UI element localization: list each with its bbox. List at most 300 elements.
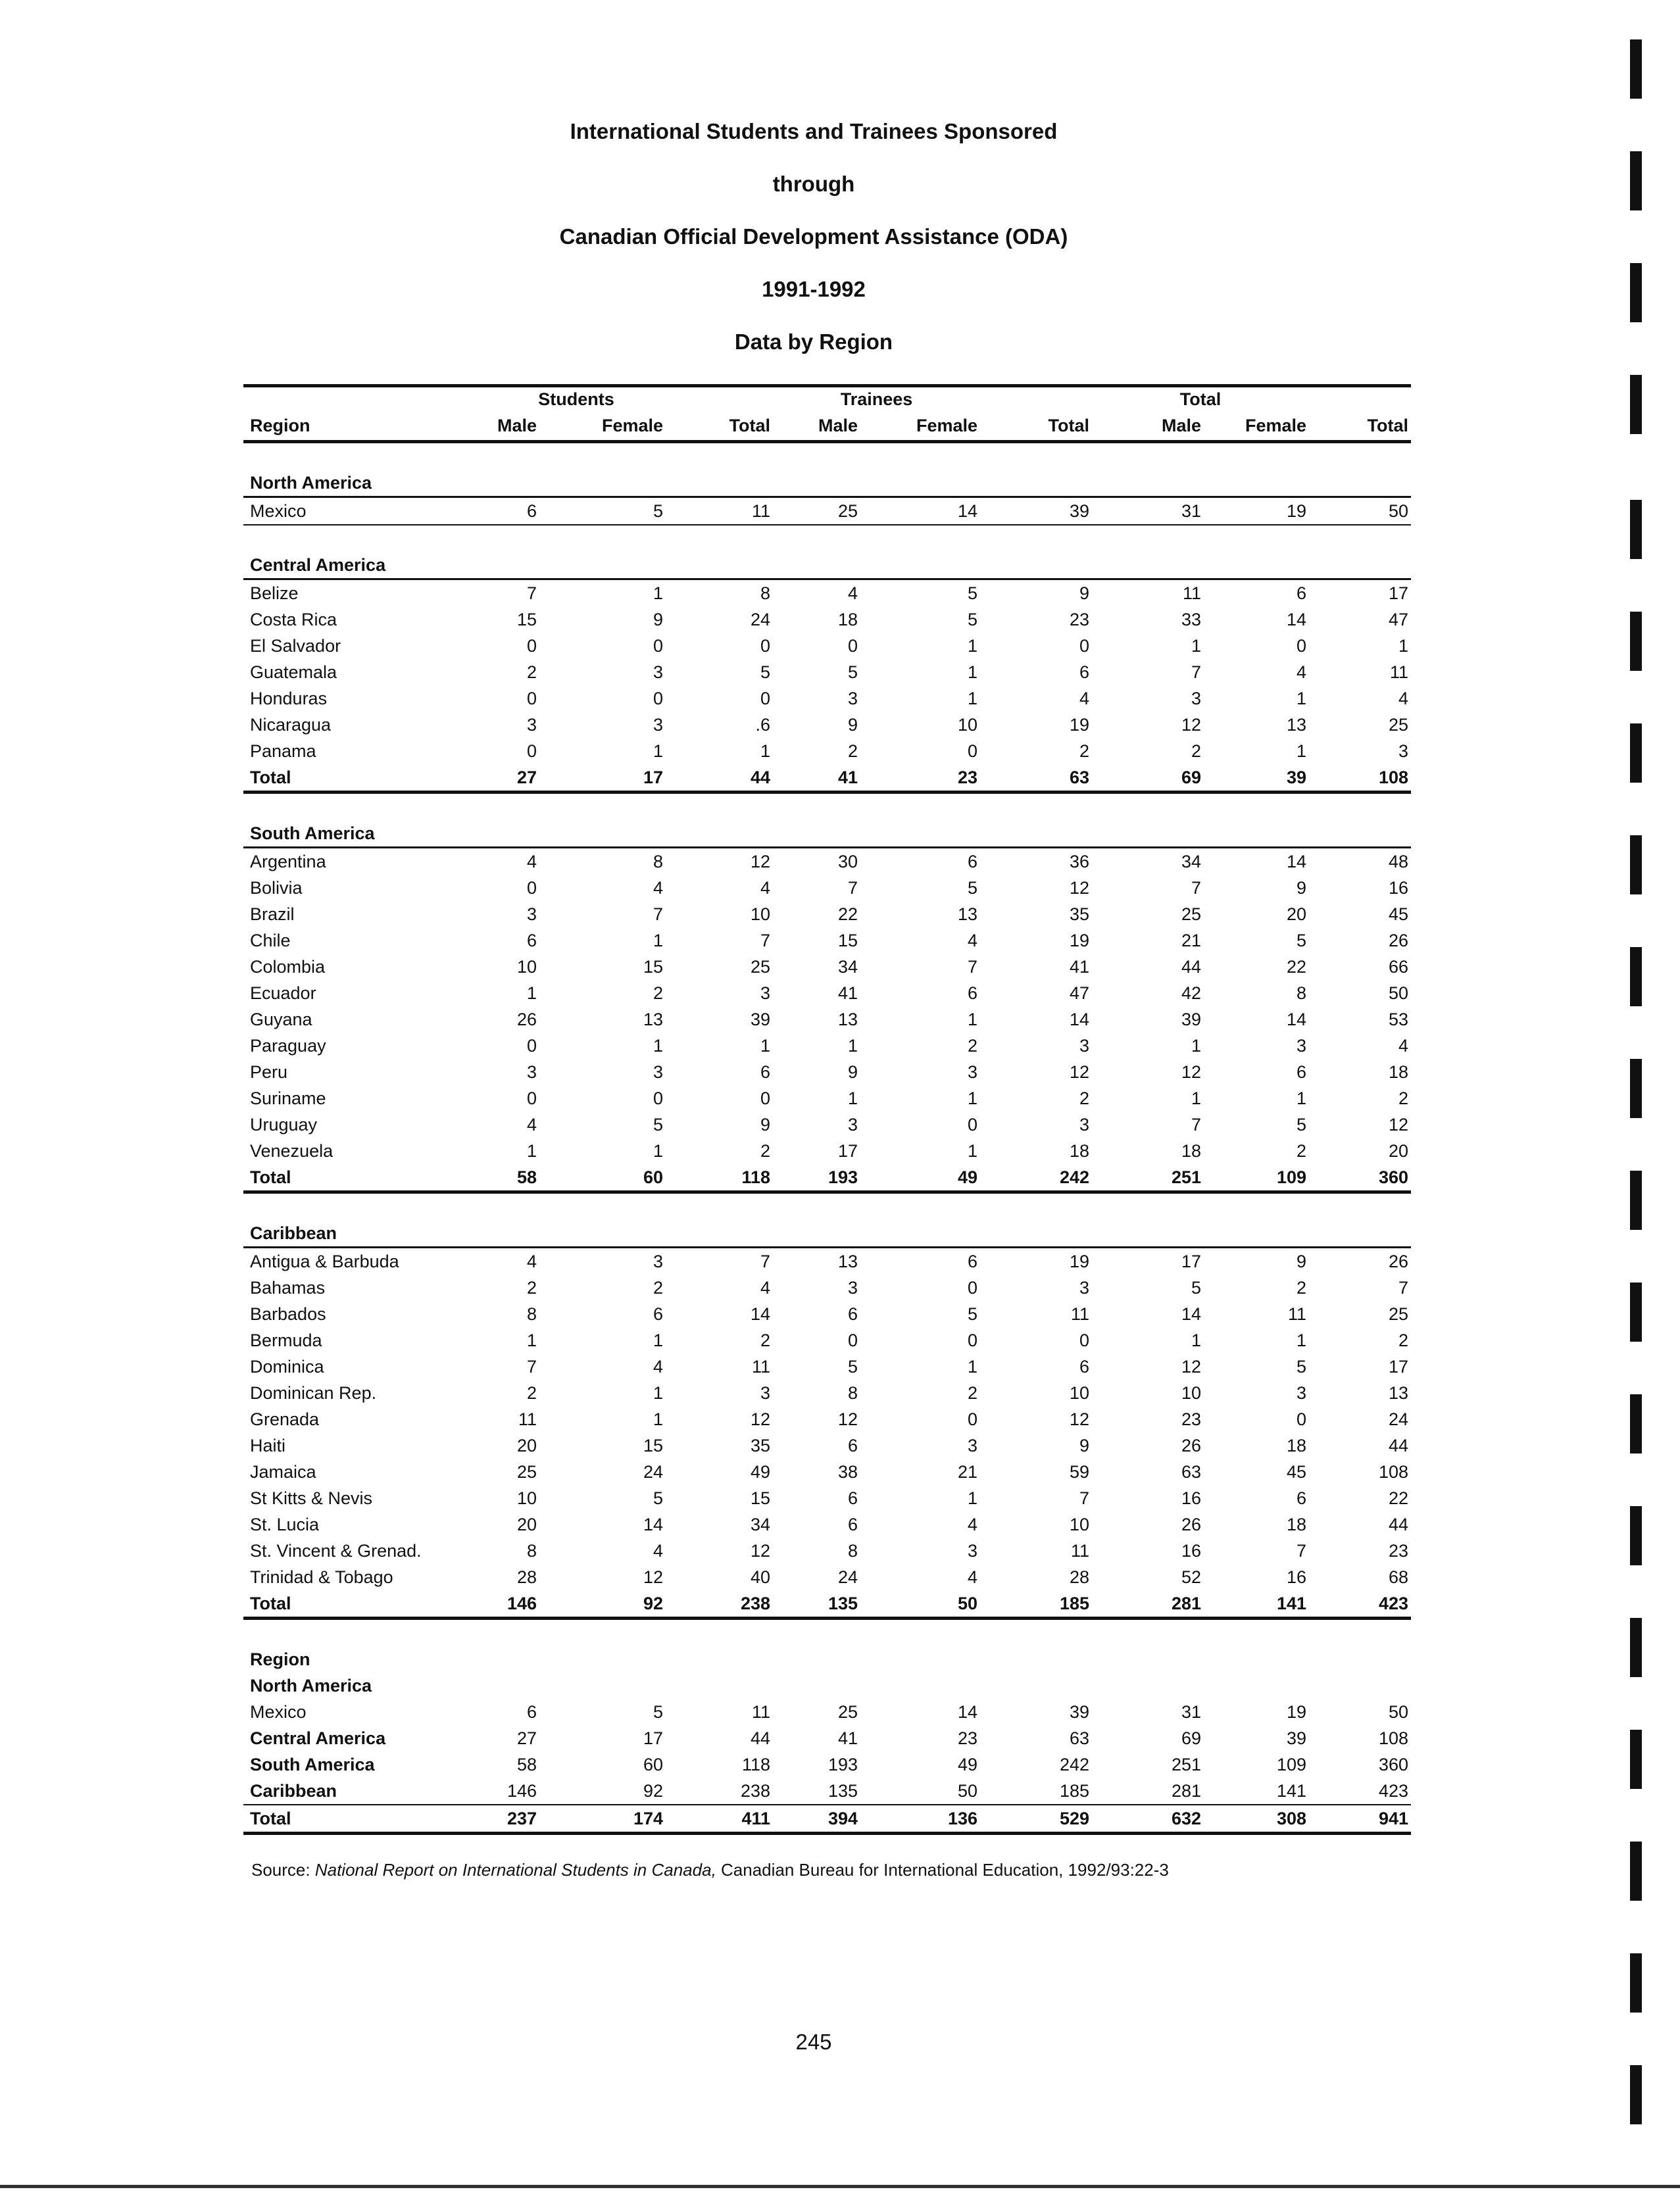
row-label: Guyana: [250, 1010, 312, 1029]
table-cell: 49: [860, 1164, 980, 1192]
table-cell: .6: [755, 715, 771, 735]
row-label: Guatemala: [250, 662, 337, 682]
table-cell: 58: [516, 1755, 537, 1774]
table-cell: 60: [643, 1755, 664, 1774]
edge-mark: [1630, 723, 1642, 783]
table-cell: 5: [968, 878, 978, 898]
table-cell: 19: [1204, 497, 1309, 525]
table-cell: 35: [1069, 904, 1090, 924]
table-cell: 3: [653, 715, 664, 735]
table-row: [243, 1301, 1411, 1327]
table-cell: 12: [1181, 1357, 1202, 1377]
table-cell: 3: [968, 1436, 978, 1455]
table-cell: 6: [526, 931, 537, 950]
total-row: [243, 1164, 1411, 1192]
table-cell: 1: [653, 1409, 664, 1429]
table-cell: 2: [1079, 741, 1090, 761]
table-cell: 13: [1388, 1383, 1409, 1403]
edge-mark: [1630, 612, 1642, 671]
table-cell: 1: [653, 1331, 664, 1350]
table-cell: 423: [1309, 1778, 1411, 1805]
column-header-students-male: Male: [487, 411, 539, 442]
table-cell: 45: [1388, 904, 1409, 924]
column-header-total-total: Total: [1309, 411, 1411, 442]
table-cell: 6: [1079, 1357, 1090, 1377]
edge-mark: [1630, 1394, 1642, 1453]
table-cell: 4: [1398, 1036, 1409, 1056]
table-cell: 6: [968, 1252, 978, 1271]
table-cell: 7: [1191, 878, 1202, 898]
table-cell: 6: [968, 983, 978, 1003]
total-row: [243, 1590, 1411, 1619]
title-line-3: Canadian Official Development Assistance (ODA): [559, 224, 1068, 249]
table-cell: 42: [1181, 983, 1202, 1003]
section-heading: Central America: [243, 552, 1411, 579]
table-cell: 23: [1388, 1541, 1409, 1561]
table-cell: 63: [1069, 1728, 1090, 1748]
scan-edge-marks: [1630, 39, 1643, 2184]
table-row: [243, 1085, 1411, 1111]
row-label: Mexico: [250, 1702, 307, 1722]
table-cell: 360: [1378, 1755, 1409, 1774]
table-cell: 9: [847, 715, 858, 735]
table-cell: 20: [516, 1436, 537, 1455]
table-cell: 25: [516, 1462, 537, 1482]
row-label: Bahamas: [250, 1278, 326, 1298]
section-heading: Region: [250, 1649, 310, 1669]
row-label: Paraguay: [250, 1036, 326, 1056]
table-cell: 18: [1286, 1515, 1307, 1534]
table-row: [243, 1327, 1411, 1354]
table-cell: 2: [847, 741, 858, 761]
table-row: [243, 901, 1411, 927]
table-cell: 6: [847, 1515, 858, 1534]
table-cell: 0: [526, 689, 537, 708]
table-cell: 10: [750, 904, 771, 924]
table-cell: 39: [1069, 1702, 1090, 1722]
table-cell: 242: [980, 1164, 1092, 1192]
row-label: Brazil: [250, 904, 295, 924]
table-cell: 8: [653, 852, 664, 871]
table-cell: 20: [516, 1515, 537, 1534]
column-header-trainees-total: Total: [980, 411, 1092, 442]
row-label: Peru: [250, 1062, 288, 1082]
table-cell: 423: [1309, 1590, 1411, 1619]
table-cell: 1: [653, 1141, 664, 1161]
table-cell: 11: [1183, 583, 1202, 603]
table-cell: 108: [1378, 1462, 1409, 1482]
table-cell: 8: [526, 1541, 537, 1561]
table-cell: 237: [487, 1805, 539, 1834]
table-cell: 11: [666, 497, 773, 525]
table-cell: 7: [526, 1357, 537, 1377]
edge-mark: [1630, 1618, 1642, 1677]
table-row: [243, 848, 1411, 875]
table-cell: 41: [837, 983, 858, 1003]
table-cell: 1: [968, 636, 978, 656]
table-cell: 10: [516, 1488, 537, 1508]
section-heading-row: [243, 552, 1411, 579]
table-cell: 44: [750, 1728, 771, 1748]
table-cell: 6: [487, 497, 539, 525]
table-row: [243, 1511, 1411, 1538]
table-cell: 5: [847, 662, 858, 682]
table-cell: 12: [1069, 1409, 1090, 1429]
table-cell: 14: [643, 1515, 664, 1534]
table-row: [243, 1059, 1411, 1085]
table-cell: 10: [1069, 1515, 1090, 1534]
table-cell: 18: [837, 610, 858, 629]
group-header-total: Total: [1092, 386, 1309, 412]
table-cell: 14: [860, 497, 980, 525]
table-cell: 7: [1398, 1278, 1409, 1298]
table-cell: 39: [980, 497, 1092, 525]
table-cell: 14: [957, 1702, 978, 1722]
table-cell: 11: [1288, 1304, 1307, 1324]
table-row: [243, 606, 1411, 633]
table-cell: 0: [760, 636, 771, 656]
table-cell: 17: [1388, 1357, 1409, 1377]
table-cell: 34: [1181, 852, 1202, 871]
table-cell: 2: [1297, 1278, 1307, 1298]
source-rest: Canadian Bureau for International Education, 1992/93:22-3: [716, 1860, 1169, 1880]
row-label: Colombia: [250, 957, 326, 977]
table-cell: 24: [750, 610, 771, 629]
table-cell: 41: [773, 764, 860, 793]
table-row: [243, 980, 1411, 1006]
row-label: St Kitts & Nevis: [250, 1488, 373, 1508]
row-label: Total: [243, 1164, 487, 1192]
table-cell: 1: [1297, 741, 1307, 761]
table-cell: 63: [1181, 1462, 1202, 1482]
edge-mark: [1630, 1282, 1642, 1342]
table-cell: 11: [518, 1409, 537, 1429]
table-cell: 44: [1181, 957, 1202, 977]
table-cell: 27: [487, 764, 539, 793]
table-row: [243, 927, 1411, 954]
table-cell: 69: [1092, 764, 1204, 793]
table-cell: 3: [526, 1062, 537, 1082]
table-cell: 4: [760, 878, 771, 898]
table-row: [243, 633, 1411, 659]
table-cell: 7: [1297, 1541, 1307, 1561]
table-row: [243, 1111, 1411, 1138]
table-cell: 118: [666, 1164, 773, 1192]
table-cell: 0: [968, 1409, 978, 1429]
table-cell: 41: [1069, 957, 1090, 977]
table-cell: 2: [1191, 741, 1202, 761]
table-cell: 52: [1181, 1567, 1202, 1587]
edge-mark: [1630, 500, 1642, 559]
table-cell: 14: [750, 1304, 771, 1324]
row-label: Uruguay: [250, 1115, 318, 1135]
table-cell: 4: [653, 1541, 664, 1561]
table-cell: 3: [526, 715, 537, 735]
table-cell: 17: [1181, 1252, 1202, 1271]
table-cell: 6: [968, 852, 978, 871]
table-cell: 1: [1398, 636, 1409, 656]
table-cell: 36: [1069, 852, 1090, 871]
table-cell: 3: [847, 1278, 858, 1298]
table-cell: 12: [837, 1409, 858, 1429]
table-cell: 13: [837, 1252, 858, 1271]
table-cell: 281: [1092, 1778, 1204, 1805]
table-row: [243, 497, 1411, 525]
table-cell: 59: [1069, 1462, 1090, 1482]
table-cell: 8: [526, 1304, 537, 1324]
table-row: [243, 738, 1411, 764]
table-cell: 25: [1388, 715, 1409, 735]
table-row: [243, 954, 1411, 980]
table-cell: 13: [837, 1010, 858, 1029]
table-cell: 19: [1069, 715, 1090, 735]
table-cell: 2: [653, 1278, 664, 1298]
table-cell: 2: [1398, 1331, 1409, 1350]
table-cell: 12: [750, 1541, 771, 1561]
table-cell: 6: [1079, 662, 1090, 682]
table-cell: 15: [750, 1488, 771, 1508]
table-cell: 4: [847, 583, 858, 603]
table-cell: 3: [968, 1062, 978, 1082]
table-cell: 3: [1079, 1278, 1090, 1298]
table-cell: 4: [1079, 689, 1090, 708]
row-label: Jamaica: [250, 1462, 316, 1482]
table-cell: 4: [968, 931, 978, 950]
table-row: [243, 659, 1411, 685]
table-cell: 1: [653, 583, 664, 603]
row-label: Trinidad & Tobago: [250, 1567, 393, 1587]
table-cell: 35: [750, 1436, 771, 1455]
table-cell: 8: [847, 1541, 858, 1561]
total-row: [243, 1805, 1411, 1834]
table-cell: 18: [1388, 1062, 1409, 1082]
table-cell: 6: [847, 1436, 858, 1455]
table-cell: 34: [837, 957, 858, 977]
table-cell: 25: [1181, 904, 1202, 924]
table-cell: 16: [1181, 1488, 1202, 1508]
table-cell: 14: [1181, 1304, 1202, 1324]
table-cell: 26: [1388, 931, 1409, 950]
table-cell: 0: [968, 1331, 978, 1350]
table-cell: 44: [1388, 1515, 1409, 1534]
table-cell: 20: [1388, 1141, 1409, 1161]
table-cell: 68: [1388, 1567, 1409, 1587]
table-cell: 4: [968, 1567, 978, 1587]
table-cell: 53: [1388, 1010, 1409, 1029]
table-row: [243, 1538, 1411, 1564]
table-cell: 11: [1071, 1304, 1090, 1324]
edge-mark: [1630, 151, 1642, 210]
table-cell: 1: [653, 931, 664, 950]
table-cell: 63: [980, 764, 1092, 793]
table-cell: 44: [1388, 1436, 1409, 1455]
table-cell: 7: [526, 583, 537, 603]
summary-row: [243, 1778, 1411, 1805]
document-title: [0, 118, 1680, 381]
table-row: [243, 1406, 1411, 1432]
spacer-row: [243, 1192, 1411, 1221]
section-heading: North America: [243, 470, 1411, 497]
spacer-row: [243, 1619, 1411, 1647]
row-label: Nicaragua: [250, 715, 332, 735]
table-cell: 1: [847, 1036, 858, 1056]
table-cell: 5: [1297, 1115, 1307, 1135]
table-cell: 5: [760, 662, 771, 682]
table-cell: 5: [968, 1304, 978, 1324]
section-heading-row: [243, 1646, 1411, 1673]
table-cell: 0: [760, 689, 771, 708]
table-cell: 31: [1181, 1702, 1202, 1722]
table-row: [243, 1248, 1411, 1275]
table-cell: 4: [526, 852, 537, 871]
edge-mark: [1630, 263, 1642, 322]
table-cell: 21: [957, 1462, 978, 1482]
table-cell: 11: [1390, 662, 1409, 682]
table-cell: 2: [1398, 1088, 1409, 1108]
table-cell: 6: [526, 1702, 537, 1722]
page-number-text: 245: [795, 2030, 832, 2054]
table-cell: 16: [1286, 1567, 1307, 1587]
table-cell: 31: [1092, 497, 1204, 525]
table-cell: 8: [760, 583, 771, 603]
row-label: Mexico: [243, 497, 487, 525]
table-cell: 2: [526, 662, 537, 682]
table-row: [243, 685, 1411, 712]
table-cell: 20: [1286, 904, 1307, 924]
table-cell: 251: [1171, 1755, 1202, 1774]
table-cell: 5: [653, 1702, 664, 1722]
table-cell: 141: [1204, 1778, 1309, 1805]
table-cell: 141: [1204, 1590, 1309, 1619]
row-label: Dominica: [250, 1357, 324, 1377]
table-cell: 12: [1069, 878, 1090, 898]
table-cell: 26: [1388, 1252, 1409, 1271]
table-cell: 5: [653, 1488, 664, 1508]
edge-mark: [1630, 2065, 1642, 2124]
table-cell: 4: [968, 1515, 978, 1534]
table-cell: 3: [760, 1383, 771, 1403]
row-label: Chile: [250, 931, 291, 950]
table-cell: 0: [526, 741, 537, 761]
table-cell: 281: [1092, 1590, 1204, 1619]
table-cell: 25: [1388, 1304, 1409, 1324]
table-cell: 14: [1286, 852, 1307, 871]
table-cell: 4: [526, 1252, 537, 1271]
table-cell: 1: [968, 662, 978, 682]
table-cell: 10: [1181, 1383, 1202, 1403]
table-cell: 28: [516, 1567, 537, 1587]
table-cell: 1: [1191, 1036, 1202, 1056]
table-cell: 146: [487, 1778, 539, 1805]
row-label: Bolivia: [250, 878, 303, 898]
edge-mark: [1630, 835, 1642, 894]
table-cell: 27: [516, 1728, 537, 1748]
row-label: Haiti: [250, 1436, 286, 1455]
table-cell: 0: [653, 1088, 664, 1108]
edge-mark: [1630, 39, 1642, 99]
table-cell: 6: [847, 1304, 858, 1324]
table-cell: 941: [1309, 1805, 1411, 1834]
table-cell: 238: [666, 1778, 773, 1805]
section-heading-row: [243, 470, 1411, 497]
region-data-table: [243, 384, 1411, 1835]
table-cell: 24: [837, 1567, 858, 1587]
column-header-students-female: Female: [539, 411, 666, 442]
table-cell: 0: [526, 1036, 537, 1056]
table-cell: 25: [837, 1702, 858, 1722]
table-cell: 146: [487, 1590, 539, 1619]
row-label: Argentina: [250, 852, 326, 871]
edge-mark: [1630, 947, 1642, 1006]
table-cell: 12: [1181, 715, 1202, 735]
section-heading-row: [243, 1220, 1411, 1248]
table-cell: 1: [653, 741, 664, 761]
table-cell: 14: [1286, 610, 1307, 629]
table-cell: 66: [1388, 957, 1409, 977]
row-label: Honduras: [250, 689, 328, 708]
table-cell: 10: [957, 715, 978, 735]
table-cell: 1: [760, 1036, 771, 1056]
table-cell: 30: [837, 852, 858, 871]
scan-bottom-edge: [0, 2185, 1680, 2188]
table-cell: 34: [750, 1515, 771, 1534]
section-heading-row: [243, 1673, 1411, 1699]
row-label: Total: [243, 1805, 487, 1834]
row-label: Antigua & Barbuda: [250, 1252, 399, 1271]
table-cell: 12: [750, 1409, 771, 1429]
table-cell: 193: [773, 1164, 860, 1192]
table-cell: 12: [1181, 1062, 1202, 1082]
row-label: Ecuador: [250, 983, 316, 1003]
table-cell: 109: [1204, 1164, 1309, 1192]
table-row: [243, 1380, 1411, 1406]
table-cell: 6: [1297, 583, 1307, 603]
table-cell: 25: [773, 497, 860, 525]
table-cell: 5: [847, 1357, 858, 1377]
table-cell: 135: [773, 1590, 860, 1619]
table-cell: 1: [968, 689, 978, 708]
table-row: [243, 1354, 1411, 1380]
table-cell: 3: [1398, 741, 1409, 761]
table-cell: 18: [1181, 1141, 1202, 1161]
table-cell: 529: [980, 1805, 1092, 1834]
table-cell: 50: [860, 1590, 980, 1619]
edge-mark: [1630, 1171, 1642, 1230]
table-cell: 0: [1079, 636, 1090, 656]
page-number: [0, 2030, 1680, 2055]
table-cell: 12: [1388, 1115, 1409, 1135]
table-cell: 0: [526, 878, 537, 898]
table-cell: 411: [666, 1805, 773, 1834]
table-cell: 39: [1286, 1728, 1307, 1748]
table-cell: 23: [1181, 1409, 1202, 1429]
table-cell: 7: [1079, 1488, 1090, 1508]
spacer-row: [243, 525, 1411, 552]
table-cell: 7: [760, 931, 771, 950]
title-line-2: through: [772, 172, 855, 196]
table-cell: 135: [773, 1778, 860, 1805]
row-label: Central America: [250, 1728, 386, 1748]
table-cell: 3: [1079, 1036, 1090, 1056]
row-label: Barbados: [250, 1304, 326, 1324]
table-cell: 7: [847, 878, 858, 898]
table-cell: 8: [1297, 983, 1307, 1003]
table-cell: 21: [1181, 931, 1202, 950]
table-cell: 17: [837, 1141, 858, 1161]
table-cell: 108: [1309, 764, 1411, 793]
table-cell: 8: [847, 1383, 858, 1403]
table-cell: 242: [1059, 1755, 1090, 1774]
